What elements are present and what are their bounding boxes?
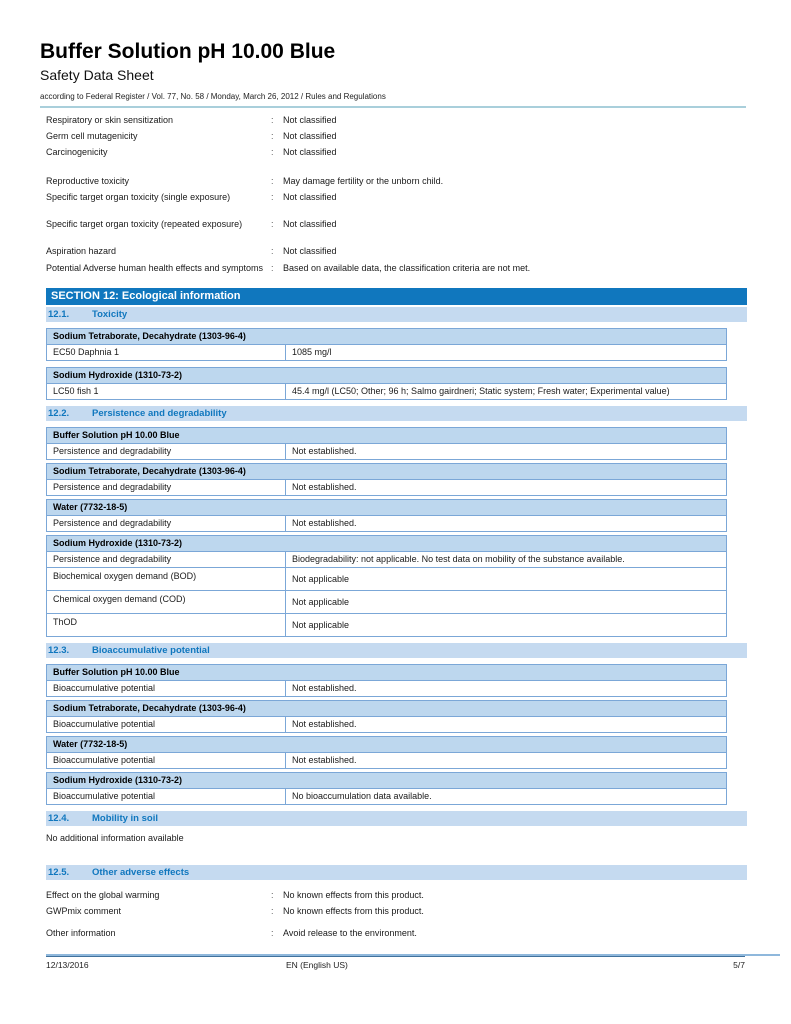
subsection-title: Mobility in soil	[92, 813, 158, 824]
row-parameter: LC50 fish 1	[53, 386, 99, 396]
row-result: Not established.	[285, 681, 726, 696]
row-value: No known effects from this product.	[283, 906, 424, 916]
row-label: Potential Adverse human health effects and symptoms	[46, 263, 263, 273]
subsection-12-5-heading	[46, 865, 747, 880]
substance-name: Sodium Tetraborate, Decahydrate (1303-96-4)	[47, 701, 726, 717]
table-row	[47, 681, 726, 696]
kv-row-global-warming	[46, 890, 747, 901]
row-label: Specific target organ toxicity (single exposure)	[46, 192, 231, 202]
row-label: Carcinogenicity	[46, 147, 108, 157]
row-label: Specific target organ toxicity (repeated exposure)	[46, 219, 243, 229]
row-parameter: Biochemical oxygen demand (BOD)	[53, 571, 197, 581]
kv-row-germ-cell-mutagenicity	[46, 131, 747, 142]
kv-row-stot-repeated	[46, 219, 747, 230]
row-value: Not classified	[283, 147, 337, 157]
no-additional-info-note: No additional information available	[46, 833, 184, 843]
other-adverse-effects-rows	[46, 890, 747, 939]
row-colon: :	[271, 219, 274, 229]
row-label: Reproductive toxicity	[46, 176, 130, 186]
page-footer	[46, 954, 780, 970]
subsection-12-1-heading	[46, 307, 747, 322]
substance-table-sodium-hydroxide	[46, 367, 727, 400]
table-row	[47, 567, 726, 590]
subsection-title: Toxicity	[92, 309, 128, 320]
regulation-reference-line: according to Federal Register / Vol. 77, No. 58 / Monday, March 26, 2012 / Rules and Regulations	[40, 92, 386, 101]
row-value: No known effects from this product.	[283, 890, 424, 900]
table-row	[47, 753, 726, 768]
row-result: Not applicable	[285, 614, 726, 636]
row-result: Not established.	[285, 516, 726, 531]
row-value: Based on available data, the classification criteria are not met.	[283, 263, 531, 273]
substance-name: Water (7732-18-5)	[47, 500, 726, 516]
row-parameter: Bioaccumulative potential	[53, 719, 156, 729]
row-result: Not established.	[285, 444, 726, 459]
row-colon: :	[271, 131, 274, 141]
row-parameter: Persistence and degradability	[53, 518, 172, 528]
subsection-title: Bioaccumulative potential	[92, 645, 210, 656]
row-result: Not established.	[285, 753, 726, 768]
substance-name: Sodium Tetraborate, Decahydrate (1303-96-4)	[47, 329, 726, 345]
substance-name: Buffer Solution pH 10.00 Blue	[47, 665, 726, 681]
substance-table-sodium-tetraborate	[46, 328, 727, 361]
document-header	[0, 0, 791, 102]
header-divider	[40, 106, 746, 108]
row-parameter: Bioaccumulative potential	[53, 791, 156, 801]
row-colon: :	[271, 192, 274, 202]
section-12-banner: SECTION 12: Ecological information	[46, 288, 747, 305]
row-value: Not classified	[283, 192, 337, 202]
substance-table-buffer-solution	[46, 427, 727, 460]
subsection-12-2-heading	[46, 406, 747, 421]
substance-table-buffer-solution	[46, 664, 727, 697]
row-result: 1085 mg/l	[285, 345, 726, 360]
row-value: Not classified	[283, 219, 337, 229]
row-value: Not classified	[283, 131, 337, 141]
row-parameter: Persistence and degradability	[53, 482, 172, 492]
footer-divider-dark	[46, 956, 745, 957]
row-colon: :	[271, 890, 274, 900]
row-result: 45.4 mg/l (LC50; Other; 96 h; Salmo gairdneri; Static system; Fresh water; Experimental value)	[285, 384, 726, 399]
substance-name: Buffer Solution pH 10.00 Blue	[47, 428, 726, 444]
substance-table-sodium-hydroxide	[46, 535, 727, 637]
subsection-number: 12.1.	[48, 309, 70, 320]
row-result: Not established.	[285, 717, 726, 732]
table-row	[47, 590, 726, 613]
subsection-number: 12.4.	[48, 813, 70, 824]
table-row	[47, 552, 726, 567]
row-parameter: Bioaccumulative potential	[53, 683, 156, 693]
kv-row-stot-single	[46, 192, 747, 203]
kv-row-aspiration-hazard	[46, 246, 747, 257]
substance-table-sodium-hydroxide	[46, 772, 727, 805]
row-value: May damage fertility or the unborn child.	[283, 176, 444, 186]
row-value: Avoid release to the environment.	[283, 928, 417, 938]
kv-row-carcinogenicity	[46, 147, 747, 158]
substance-table-water	[46, 736, 727, 769]
row-value: Not classified	[283, 246, 337, 256]
subsection-number: 12.2.	[48, 408, 70, 419]
row-parameter: Persistence and degradability	[53, 554, 172, 564]
toxicology-rows	[46, 115, 747, 274]
row-colon: :	[271, 176, 274, 186]
row-parameter: Persistence and degradability	[53, 446, 172, 456]
table-row	[47, 480, 726, 495]
substance-name: Water (7732-18-5)	[47, 737, 726, 753]
row-result: No bioaccumulation data available.	[285, 789, 726, 804]
subsection-12-3-heading	[46, 643, 747, 658]
row-label: Other information	[46, 928, 116, 938]
kv-row-potential-adverse-effects	[46, 263, 747, 274]
subsection-12-4-heading	[46, 811, 747, 826]
table-row	[47, 789, 726, 804]
substance-table-water	[46, 499, 727, 532]
substance-name: Sodium Hydroxide (1310-73-2)	[47, 536, 726, 552]
kv-row-respiratory-sensitization	[46, 115, 747, 126]
row-result: Not applicable	[285, 591, 726, 613]
row-label: Respiratory or skin sensitization	[46, 115, 174, 125]
table-row	[47, 444, 726, 459]
row-label: GWPmix comment	[46, 906, 122, 916]
row-label: Aspiration hazard	[46, 246, 117, 256]
subsection-number: 12.5.	[48, 867, 70, 878]
row-result: Biodegradability: not applicable. No test data on mobility of the substance available.	[285, 552, 726, 567]
substance-table-sodium-tetraborate	[46, 700, 727, 733]
row-colon: :	[271, 906, 274, 916]
row-colon: :	[271, 263, 274, 273]
footer-date: 12/13/2016	[46, 960, 89, 970]
footer-page-number: 5/7	[733, 960, 745, 970]
row-parameter: Chemical oxygen demand (COD)	[53, 594, 186, 604]
kv-row-other-information	[46, 928, 747, 939]
row-value: Not classified	[283, 115, 337, 125]
row-parameter: Bioaccumulative potential	[53, 755, 156, 765]
substance-table-sodium-tetraborate	[46, 463, 727, 496]
document-body	[46, 115, 747, 939]
row-colon: :	[271, 147, 274, 157]
substance-name: Sodium Hydroxide (1310-73-2)	[47, 773, 726, 789]
row-parameter: EC50 Daphnia 1	[53, 347, 120, 357]
page-title: Buffer Solution pH 10.00 Blue	[40, 40, 336, 63]
kv-row-gwpmix-comment	[46, 906, 747, 917]
footer-language: EN (English US)	[286, 960, 348, 970]
substance-name: Sodium Hydroxide (1310-73-2)	[47, 368, 726, 384]
table-row	[47, 516, 726, 531]
row-colon: :	[271, 115, 274, 125]
row-label: Effect on the global warming	[46, 890, 160, 900]
table-row	[47, 345, 726, 360]
document-subtitle: Safety Data Sheet	[40, 67, 154, 83]
subsection-number: 12.3.	[48, 645, 70, 656]
subsection-title: Persistence and degradability	[92, 408, 227, 419]
kv-row-reproductive-toxicity	[46, 176, 747, 187]
row-colon: :	[271, 246, 274, 256]
row-parameter: ThOD	[53, 617, 78, 627]
row-result: Not applicable	[285, 568, 726, 590]
table-row	[47, 384, 726, 399]
table-row	[47, 717, 726, 732]
row-label: Germ cell mutagenicity	[46, 131, 138, 141]
substance-name: Sodium Tetraborate, Decahydrate (1303-96-4)	[47, 464, 726, 480]
row-result: Not established.	[285, 480, 726, 495]
row-colon: :	[271, 928, 274, 938]
subsection-title: Other adverse effects	[92, 867, 190, 878]
table-row	[47, 613, 726, 636]
